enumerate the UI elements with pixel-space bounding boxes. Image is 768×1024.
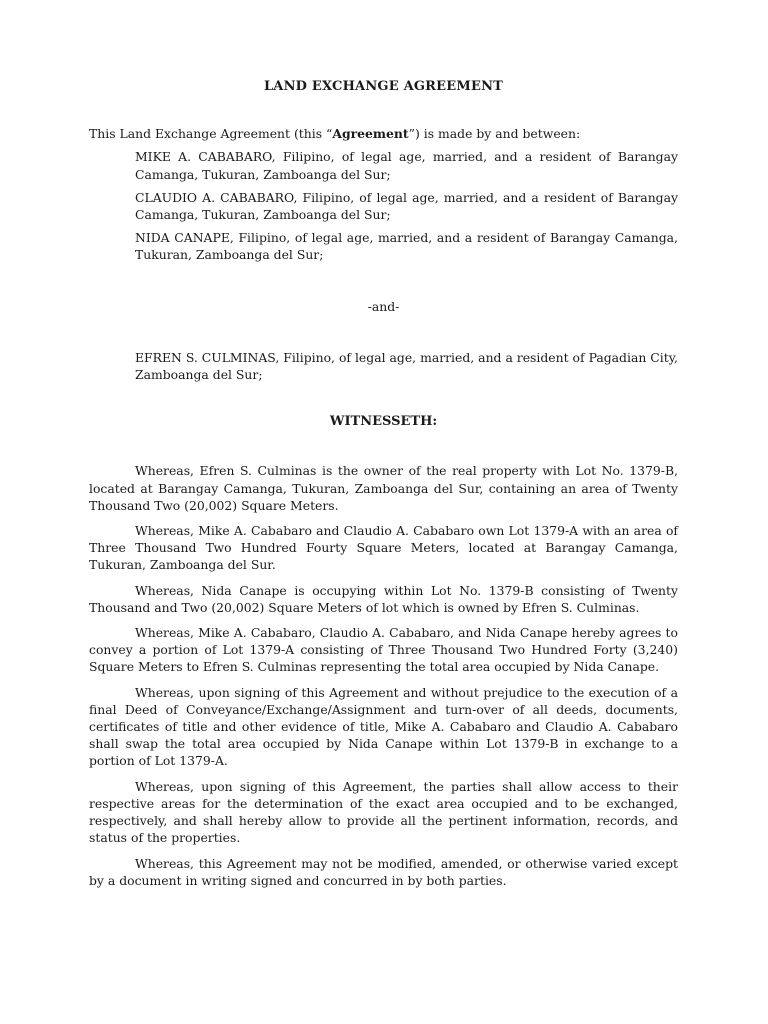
whereas-clause-5: Whereas, upon signing of this Agreement and without prejudice to the execution of a final Deed of Conveyance/Exchange/Assignment and turn-over of all deeds, documents, certificates of title and other evidence of title, Mike A. Cababaro and Claudio A. Cababaro shall swap the total area occupied by Nida Canape within Lot 1379-B in exchange to a portion of Lot 1379-A. [89, 684, 678, 769]
intro-text-after: ”) is made by and between: [408, 126, 581, 142]
whereas-clause-6: Whereas, upon signing of this Agreement, the parties shall allow access to their respective areas for the determination of the exact area occupied and to be exchanged, respectively, and shall hereby allow to provide all the pertinent information, records, and status of the properties. [89, 778, 678, 846]
whereas-clause-7: Whereas, this Agreement may not be modified, amended, or otherwise varied except by a document in writing signed and concurred in by both parties. [89, 855, 678, 888]
whereas-clause-4: Whereas, Mike A. Cababaro, Claudio A. Cababaro, and Nida Canape hereby agrees to convey a portion of Lot 1379-A consisting of Three Thousand Two Hundred Forty (3,240) Square Meters to Efren S. Culminas representing the total area occupied by Nida Canape. [89, 625, 678, 675]
intro-defined-term: Agreement [332, 126, 409, 142]
intro-paragraph [89, 125, 678, 142]
whereas-clause-3: Whereas, Nida Canape is occupying within Lot No. 1379-B consisting of Twenty Thousand and Two (20,002) Square Meters of lot which is owned by Efren S. Culminas. [89, 582, 678, 615]
witnesseth-heading: WITNESSETH: [329, 414, 438, 430]
party-mike-cababaro: MIKE A. CABABARO, Filipino, of legal age, married, and a resident of Barangay Camanga, Tukuran, Zamboanga del Sur; [135, 149, 678, 182]
party-nida-canape: NIDA CANAPE, Filipino, of legal age, married, and a resident of Barangay Camanga, Tukuran, Zamboanga del Sur; [135, 230, 678, 263]
whereas-clause-2: Whereas, Mike A. Cababaro and Claudio A. Cababaro own Lot 1379-A with an area of Three Thousand Two Hundred Fourty Square Meters, located at Barangay Camanga, Tukuran, Zamboanga del Sur. [89, 523, 678, 573]
party-claudio-cababaro: CLAUDIO A. CABABARO, Filipino, of legal age, married, and a resident of Barangay Camanga, Tukuran, Zamboanga del Sur; [135, 189, 678, 223]
document-title: LAND EXCHANGE AGREEMENT [263, 79, 504, 94]
party-separator: -and- [367, 298, 400, 314]
whereas-clause-1: Whereas, Efren S. Culminas is the owner of the real property with Lot No. 1379-B, located at Barangay Camanga, Tukuran, Zamboanga del Sur, containing an area of Twenty Thousand Two (20,002) Square Meters. [89, 463, 678, 513]
party-efren-culminas: EFREN S. CULMINAS, Filipino, of legal age, married, and a resident of Pagadian City, Zamboanga del Sur; [135, 349, 678, 383]
intro-text-before: This Land Exchange Agreement (this “ [89, 126, 333, 142]
